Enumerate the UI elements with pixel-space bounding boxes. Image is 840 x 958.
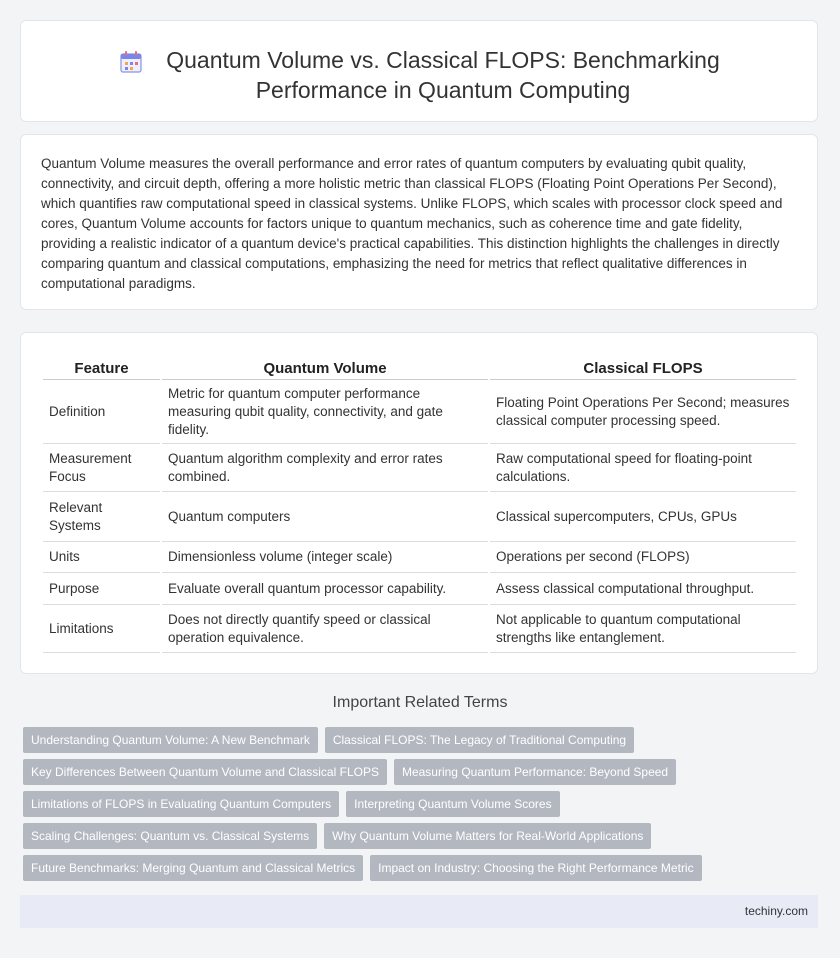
row-quantum-volume: Does not directly quantify speed or classical operation equivalence. <box>162 605 488 653</box>
row-classical-flops: Raw computational speed for floating-point calculations. <box>490 444 796 492</box>
related-term-link[interactable]: Impact on Industry: Choosing the Right Performance Metric <box>370 855 701 881</box>
table-row <box>43 542 796 573</box>
row-quantum-volume: Metric for quantum computer performance measuring qubit quality, connectivity, and gate fidelity. <box>162 380 488 444</box>
tag-row <box>23 823 813 849</box>
row-feature: Units <box>43 542 160 573</box>
intro-paragraph: Quantum Volume measures the overall performance and error rates of quantum computers by evaluating qubit quality, connectivity, and circuit depth, offering a more holistic metric than classical FLOPS (Floating Point Operations Per Second), which quantifies raw computational speed in classical systems. Unlike FLOPS, which scales with processor clock speed and cores, Quantum Volume accounts for factors unique to quantum mechanics, such as coherence time and gate fidelity, providing a realistic indicator of a quantum device's practical capabilities. This distinction highlights the challenges in directly comparing quantum and classical computations, emphasizing the need for metrics that reflect qualitative differences in computational paradigms. <box>41 156 783 291</box>
related-terms-list <box>23 727 813 887</box>
tag-row <box>23 759 813 785</box>
row-quantum-volume: Dimensionless volume (integer scale) <box>162 542 488 573</box>
row-classical-flops: Floating Point Operations Per Second; measures classical computer processing speed. <box>490 380 796 444</box>
row-feature: Limitations <box>43 605 160 653</box>
page-title-line1: Quantum Volume vs. Classical FLOPS: Benchmarking <box>166 47 720 73</box>
row-feature: Relevant Systems <box>43 492 160 542</box>
row-feature: Definition <box>43 380 160 444</box>
table-header-row <box>43 353 796 380</box>
header-quantum-volume: Quantum Volume <box>162 353 488 380</box>
table-row <box>43 492 796 542</box>
row-classical-flops: Classical supercomputers, CPUs, GPUs <box>490 492 796 542</box>
row-classical-flops: Operations per second (FLOPS) <box>490 542 796 573</box>
footer <box>20 895 818 928</box>
footer-site[interactable]: techiny.com <box>744 904 808 918</box>
related-term-link[interactable]: Scaling Challenges: Quantum vs. Classical Systems <box>23 823 317 849</box>
header-classical-flops: Classical FLOPS <box>490 353 796 380</box>
table-row <box>43 444 796 492</box>
row-quantum-volume: Quantum computers <box>162 492 488 542</box>
tag-row <box>23 727 813 753</box>
row-feature: Purpose <box>43 573 160 605</box>
related-term-link[interactable]: Understanding Quantum Volume: A New Benchmark <box>23 727 318 753</box>
row-quantum-volume: Evaluate overall quantum processor capability. <box>162 573 488 605</box>
related-term-link[interactable]: Measuring Quantum Performance: Beyond Speed <box>394 759 676 785</box>
title-card <box>20 20 818 122</box>
page-title-line2: Performance in Quantum Computing <box>255 77 631 103</box>
intro-card <box>20 134 818 310</box>
related-terms-heading: Important Related Terms <box>332 694 508 711</box>
table-row <box>43 573 796 605</box>
related-term-link[interactable]: Key Differences Between Quantum Volume and Classical FLOPS <box>23 759 387 785</box>
related-term-link[interactable]: Classical FLOPS: The Legacy of Traditional Computing <box>325 727 634 753</box>
row-classical-flops: Assess classical computational throughput. <box>490 573 796 605</box>
related-term-link[interactable]: Future Benchmarks: Merging Quantum and Classical Metrics <box>23 855 363 881</box>
header-feature: Feature <box>43 353 160 380</box>
table-row <box>43 605 796 653</box>
table-row <box>43 380 796 444</box>
comparison-table <box>41 353 798 653</box>
comparison-table-card <box>20 332 818 674</box>
page-title <box>166 45 720 105</box>
tag-row <box>23 791 813 817</box>
related-term-link[interactable]: Why Quantum Volume Matters for Real-World Applications <box>324 823 651 849</box>
related-term-link[interactable]: Limitations of FLOPS in Evaluating Quantum Computers <box>23 791 339 817</box>
row-feature: Measurement Focus <box>43 444 160 492</box>
related-term-link[interactable]: Interpreting Quantum Volume Scores <box>346 791 559 817</box>
calendar-icon <box>118 49 144 75</box>
row-quantum-volume: Quantum algorithm complexity and error rates combined. <box>162 444 488 492</box>
row-classical-flops: Not applicable to quantum computational strengths like entanglement. <box>490 605 796 653</box>
tag-row <box>23 855 813 881</box>
